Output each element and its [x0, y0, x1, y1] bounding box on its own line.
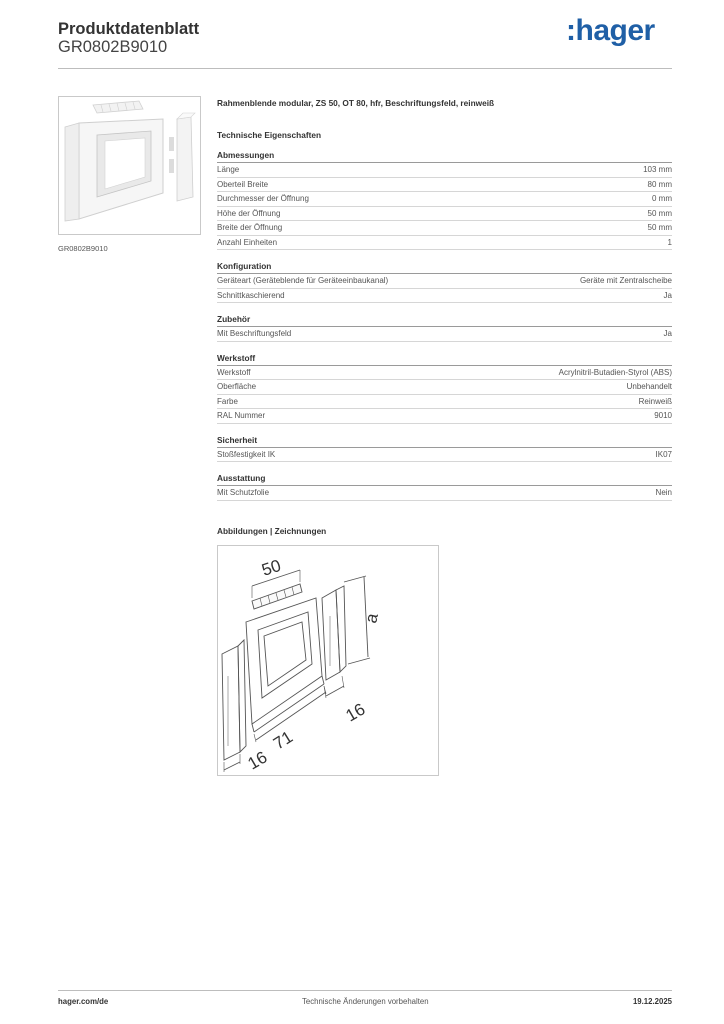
dim-16-right-label: 16	[342, 699, 369, 726]
footer-note: Technische Änderungen vorbehalten	[302, 997, 429, 1006]
property-row	[217, 192, 672, 207]
property-row	[217, 395, 672, 410]
property-value: Acrylnitril-Butadien-Styrol (ABS)	[558, 367, 672, 377]
property-row	[217, 486, 672, 501]
product-code: GR0802B9010	[58, 38, 168, 56]
dimension-drawing	[218, 546, 438, 775]
dim-16-left-label: 16	[244, 747, 271, 774]
section-dimensions	[217, 148, 672, 250]
property-label: Oberfläche	[217, 382, 257, 391]
section-title: Sicherheit	[217, 433, 672, 448]
property-label: Länge	[217, 165, 240, 174]
property-label: Geräteart (Geräteblende für Geräteeinbaukanal)	[217, 276, 389, 285]
property-label: Durchmesser der Öffnung	[217, 194, 309, 203]
property-label: Oberteil Breite	[217, 179, 269, 189]
footer-website-link[interactable]: hager.com/de	[58, 997, 109, 1006]
properties-panel	[217, 96, 672, 510]
section-equipment	[217, 471, 672, 501]
section-configuration	[217, 259, 672, 303]
property-value: Ja	[663, 290, 672, 300]
property-row	[217, 380, 672, 395]
property-label: Mit Beschriftungsfeld	[217, 329, 292, 338]
technical-drawing	[217, 545, 439, 776]
property-value: Unbehandelt	[626, 382, 672, 391]
property-label: RAL Nummer	[217, 411, 266, 420]
header-divider	[58, 68, 672, 69]
property-label: Breite der Öffnung	[217, 223, 283, 232]
dim-50-label: 50	[259, 555, 284, 580]
property-row	[217, 163, 672, 178]
product-image-caption: GR0802B9010	[58, 244, 108, 253]
property-value: 50 mm	[647, 208, 672, 218]
property-value: 0 mm	[652, 194, 672, 203]
property-value: 80 mm	[647, 179, 672, 189]
property-value: IK07	[655, 449, 672, 459]
property-row	[217, 178, 672, 193]
property-label: Schnittkaschierend	[217, 290, 285, 300]
property-value: 1	[667, 237, 672, 247]
property-value: Ja	[663, 329, 672, 338]
property-value: Nein	[655, 488, 672, 497]
property-row	[217, 221, 672, 236]
hager-logo: :hager	[566, 14, 655, 47]
property-label: Mit Schutzfolie	[217, 488, 270, 497]
property-row	[217, 409, 672, 424]
dim-71-label: 71	[270, 727, 297, 754]
figures-heading: Abbildungen | Zeichnungen	[217, 526, 327, 536]
frame-product-photo	[59, 97, 200, 234]
property-label: Höhe der Öffnung	[217, 208, 281, 218]
property-row	[217, 274, 672, 289]
section-accessories	[217, 312, 672, 342]
product-image	[58, 96, 201, 235]
property-row	[217, 236, 672, 251]
property-label: Anzahl Einheiten	[217, 237, 278, 247]
property-row	[217, 448, 672, 463]
footer-divider	[58, 990, 672, 991]
section-title: Konfiguration	[217, 259, 672, 274]
property-row	[217, 327, 672, 342]
footer-date: 19.12.2025	[632, 997, 672, 1006]
property-row	[217, 207, 672, 222]
product-name: Rahmenblende modular, ZS 50, OT 80, hfr, Beschriftungsfeld, reinweiß	[217, 98, 495, 108]
dim-a-label: a	[361, 611, 382, 625]
section-material	[217, 351, 672, 424]
property-value: Geräte mit Zentralscheibe	[579, 276, 672, 285]
section-title: Werkstoff	[217, 351, 672, 366]
section-title: Ausstattung	[217, 471, 672, 486]
tech-properties-heading: Technische Eigenschaften	[217, 130, 322, 140]
property-row	[217, 289, 672, 304]
section-title: Abmessungen	[217, 148, 672, 163]
property-label: Stoßfestigkeit IK	[217, 449, 276, 459]
property-label: Werkstoff	[217, 367, 251, 377]
section-title: Zubehör	[217, 312, 672, 327]
property-value: 9010	[654, 411, 672, 420]
property-value: Reinweiß	[638, 396, 672, 406]
section-safety	[217, 433, 672, 463]
document-title: Produktdatenblatt	[58, 20, 200, 38]
property-label: Farbe	[217, 396, 238, 406]
property-value: 103 mm	[643, 165, 672, 174]
property-value: 50 mm	[647, 223, 672, 232]
property-row	[217, 366, 672, 381]
